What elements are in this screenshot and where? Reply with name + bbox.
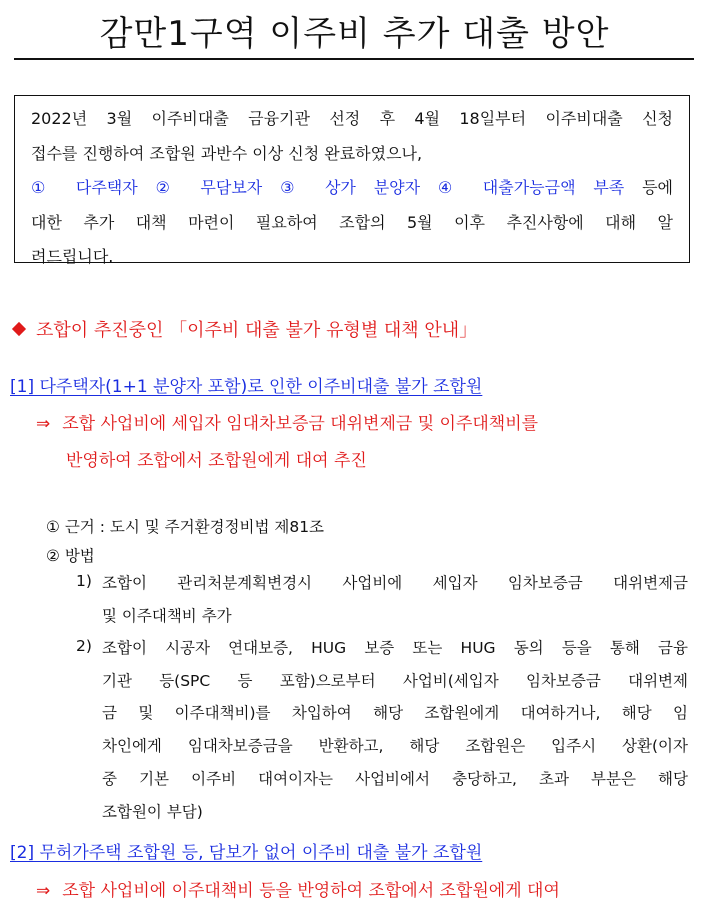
sub2-line: 기관 등(SPC 등 포함)으로부터 사업비(세입자 임차보증금 대위변제 xyxy=(102,671,688,690)
double-arrow-icon: ⇒ xyxy=(36,881,51,901)
intro-line-suffix: 등에 xyxy=(624,178,673,197)
sub2-line: 조합이 시공자 연대보증, HUG 보증 또는 HUG 동의 등을 통해 금융 xyxy=(102,639,688,657)
item1-summary-line1 xyxy=(36,409,538,434)
section-heading-text: 조합이 추진중인 「이주비 대출 불가 유형별 대책 안내」 xyxy=(36,320,478,341)
item2-heading: [2] 무허가주택 조합원 등, 담보가 없어 이주비 대출 불가 조합원 xyxy=(10,843,483,863)
intro-line: 대한 추가 대책 마련이 필요하여 조합의 5월 이후 추진사항에 대해 알 xyxy=(31,212,673,232)
intro-box xyxy=(14,95,690,266)
sub2-paragraph xyxy=(102,632,688,828)
sub1-line: 및 이주대책비 추가 xyxy=(102,606,232,625)
section-heading xyxy=(10,316,477,342)
item1-method-label: ② 방법 xyxy=(46,547,95,565)
title-area xyxy=(0,0,709,62)
item1-basis: ① 근거 : 도시 및 주거환경정비법 제81조 xyxy=(46,518,325,536)
sub1-line: 조합이 관리처분계획변경시 사업비에 세입자 임차보증금 대위변제금 xyxy=(102,574,688,592)
sub2-line: 차인에게 임대차보증금을 반환하고, 해당 조합원은 입주시 상환(이자 xyxy=(102,737,688,756)
page-title: 감만1구역 이주비 추가 대출 방안 xyxy=(99,14,610,54)
item2-summary-text: 조합 사업비에 이주대책비 등을 반영하여 조합에서 조합원에게 대여 xyxy=(62,881,560,901)
sub2-line: 중 기본 이주비 대여이자는 사업비에서 충당하고, 초과 부분은 해당 xyxy=(102,769,688,788)
sub1-number: 1) xyxy=(76,572,92,590)
sub1-paragraph xyxy=(102,567,688,632)
title-underline xyxy=(14,58,694,60)
item2-summary-line1 xyxy=(36,876,560,901)
item1-summary-line2: 반영하여 조합에서 조합원에게 대여 추진 xyxy=(66,451,367,471)
intro-line: 려드립니다. xyxy=(31,247,114,266)
item1-heading: [1] 다주택자(1+1 분양자 포함)로 인한 이주비대출 불가 조합원 xyxy=(10,377,483,397)
sub2-line: 금 및 이주대책비)를 차입하여 해당 조합원에게 대여하거나, 해당 임 xyxy=(102,704,688,723)
sub2-line: 조합원이 부담) xyxy=(102,802,203,821)
intro-line: 2022년 3월 이주비대출 금융기관 선정 후 4월 18일부터 이주비대출 신청 xyxy=(31,109,673,128)
item1-summary-text: 조합 사업비에 세입자 임대차보증금 대위변제금 및 이주대책비를 xyxy=(62,414,539,434)
double-arrow-icon: ⇒ xyxy=(36,414,51,434)
diamond-bullet-icon xyxy=(12,322,26,336)
borrower-type-list: ① 다주택자 ② 무담보자 ③ 상가 분양자 ④ 대출가능금액 부족 xyxy=(31,178,625,197)
sub2-number: 2) xyxy=(76,637,92,655)
intro-line: 접수를 진행하여 조합원 과반수 이상 신청 완료하였으나, xyxy=(31,143,423,163)
intro-line-types xyxy=(31,171,673,206)
